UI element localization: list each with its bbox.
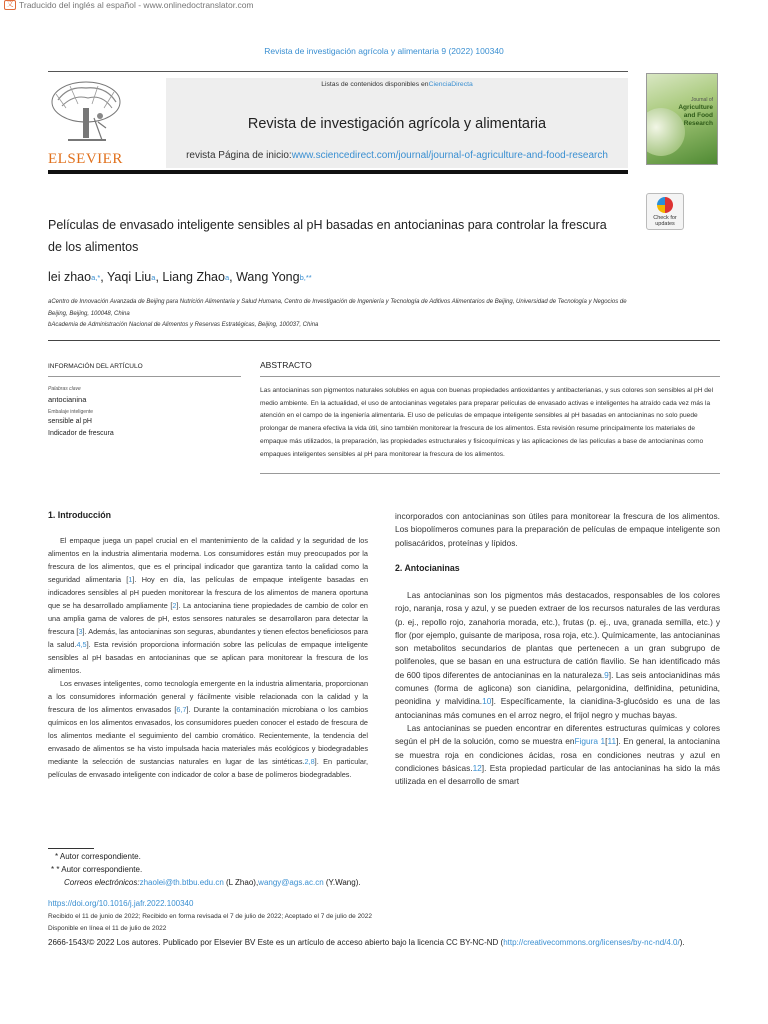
- author-list: lei zhao$^{a,*}$, Yaqi Liu$^a$, Liang Zhao$^a$, Wang Yong$^{b,**}$: [48, 270, 312, 284]
- paragraph: [395, 589, 720, 722]
- author-name[interactable]: Liang Zhao: [162, 270, 225, 284]
- homepage-link[interactable]: www.sciencedirect.com/journal/journal-of-agriculture-and-food-research: [291, 150, 608, 161]
- section-divider: [48, 340, 720, 341]
- paragraph-text: ]. Esta propiedad particular de las antocianinas ha sido la más utilizada en el desarrollo de smart: [395, 762, 720, 787]
- section-heading-anthocyanins: 2. Antocianinas: [395, 563, 460, 573]
- homepage-prefix: revista Página de inicio:: [186, 150, 292, 161]
- citation-link[interactable]: 6,7: [176, 705, 187, 714]
- paragraph-text: [: [605, 736, 608, 747]
- body-column-left: [48, 534, 368, 781]
- paragraph-text: ]. Hoy en día, las películas de empaque inteligente basadas en indicadores sensibles al pH pueden monitorear la frescura de los alimentos de manera oportuna que se ha desarrollado ampliamente [: [48, 575, 369, 610]
- author-affil-marker[interactable]: a: [151, 273, 156, 282]
- elsevier-tree-icon: [48, 78, 124, 148]
- abstract-bottom-divider: [260, 473, 720, 474]
- body-column-right: [395, 589, 720, 788]
- citation-link[interactable]: 11: [607, 736, 617, 747]
- citation-link[interactable]: 9: [604, 669, 609, 680]
- paragraph-text: ]. Específicamente, la cianidina-3-glucósido es una de las antocianinas más comunes en el arroz negro, el frijol negro y muchas bayas.: [395, 696, 720, 720]
- author-affil-marker[interactable]: a: [224, 273, 230, 282]
- email-label: Correos electrónicos:: [64, 878, 140, 887]
- paragraph-text: Los envases inteligentes, como tecnología emergente en la industria alimentaria, proporcionan a los consumidores información general y fácilmente visible relacionada con la calidad y la frescura de los alimentos envasados [: [48, 679, 368, 714]
- abstract-divider: [260, 376, 720, 377]
- footnote-corresponding-2: * * Autor correspondiente.: [51, 865, 143, 874]
- article-title: Películas de envasado inteligente sensibles al pH basadas en antocianinas para controlar la frescura de los alimentos: [48, 218, 607, 254]
- article-dates: Recibido el 11 de junio de 2022; Recibido en forma revisada el 7 de julio de 2022; Aceptado el 7 de julio de 2022: [48, 913, 373, 920]
- translator-banner-text: Traducido del inglés al español - www.onlinedoctranslator.com: [19, 0, 254, 10]
- author-name[interactable]: lei zhao: [48, 270, 92, 284]
- contents-prefix: Listas de contenidos disponibles en: [321, 81, 429, 88]
- check-for-updates-button[interactable]: [646, 193, 684, 230]
- footnote-emails: [64, 878, 361, 887]
- masthead: [48, 71, 628, 174]
- paragraph-text: ]. En general, la antocianina se muestra roja en condiciones ácidas, rosa en condiciones neutras y azul en condiciones básicas.: [395, 736, 720, 773]
- cover-line-4: Research: [683, 120, 713, 127]
- paragraph-text: ]. Esta revisión proporciona información sobre las películas de empaque inteligente sensibles al pH basadas en antocianinas que se aplican para monitorear la frescura de los alimentos.: [48, 640, 368, 675]
- translate-icon: 文: [4, 0, 16, 10]
- contents-line: [166, 81, 628, 88]
- translator-banner[interactable]: [4, 0, 254, 10]
- email-link[interactable]: wangy@ags.ac.cn: [258, 878, 324, 887]
- cover-line-3: and Food: [683, 112, 713, 119]
- abstract-heading: ABSTRACTO: [260, 360, 312, 370]
- license-link[interactable]: http://creativecommons.org/licenses/by-nc-nd/4.0/: [503, 938, 680, 947]
- citation-link[interactable]: 10: [482, 696, 492, 707]
- journal-cover[interactable]: [646, 73, 718, 165]
- masthead-panel: [166, 78, 628, 168]
- paragraph: [48, 677, 368, 781]
- article-info-heading: INFORMACIÓN DEL ARTÍCULO: [48, 363, 143, 370]
- license-statement: [48, 936, 720, 949]
- paragraph-text: El empaque juega un papel crucial en el mantenimiento de la calidad y la seguridad de los alimentos en la industria alimentaria moderna. Los consumidores están muy preocupados por la frescura de los alimentos, que es el principal indicador que garantiza tanto la calidad como la seguridad alimentaria [: [48, 536, 368, 584]
- figure-link[interactable]: Figura 1: [574, 736, 606, 747]
- cover-line-2: Agriculture: [678, 104, 713, 111]
- paragraph-text: Las antocianinas son los pigmentos más destacados, responsables de los colores rojo, naranja, rosa y azul, y se pueden extraer de los recursos naturales de las verduras (p. ej., repollo rojo, zanahoria morada, etc.), frutas (p. ej., uva, granada semilla, etc.) y flor (por ejemplo, guisante de mariposa, rosa roja, etc.). Químicamente, las antocianinas son metabolitos secundarios de plantas que pertenecen a un gran subgrupo de polifenoles, que se basan en una estructura de catión flavilio. Se han identificado más de 600 tipos diferentes de antocianinas en la naturaleza.: [395, 590, 720, 680]
- journal-title: Revista de investigación agrícola y alimentaria: [247, 116, 547, 132]
- check-updates-label: [647, 215, 683, 227]
- body-column-right-continuation: [395, 510, 720, 550]
- email-owner: (L Zhao),: [223, 878, 259, 887]
- paragraph: [395, 722, 720, 788]
- author-affil-marker[interactable]: a,*: [91, 273, 101, 282]
- paragraph-text: Las antocianinas se pueden encontrar en diferentes estructuras químicas y colores según el pH de la solución, como se muestra en: [395, 722, 720, 747]
- citation-link[interactable]: 2: [172, 601, 177, 610]
- keyword-item: Embalaje inteligente: [48, 409, 94, 415]
- abstract-text: Las antocianinas son pigmentos naturales solubles en agua con buenas propiedades antioxidantes y antibacterianas, y sus colores son sensibles al pH del medio ambiente. En la actualidad, el uso de antocianinas vegetales para preparar películas de envasado activas e inteligentes ha atraído cada vez más la atención en el campo de la ingeniería alimentaria. El uso de películas de empaque inteligente sensibles al pH basadas en antocianinas no solo puede prolongar de manera efectiva la vida útil, sino también monitorear la frescura de los alimentos. Esta revisión resume principalmente los materiales de empaque más utilizados, la preparación, las propiedades estructurales y fisicoquímicas y las aplicaciones de las películas a base de antocianinas como empaques inteligentes sensibles al pH para monitorear la frescura de los alimentos.: [260, 387, 714, 458]
- email-owner: (Y.Wang).: [323, 878, 361, 887]
- citation-link[interactable]: 2,8: [304, 757, 315, 766]
- citation-link[interactable]: 3: [78, 627, 83, 636]
- email-link[interactable]: zhaolei@th.btbu.edu.cn: [139, 878, 224, 887]
- paragraph-text: ]. En particular, películas de envasado inteligente con indicador de color a base de polímeros biodegradables.: [48, 757, 368, 779]
- cover-title: [678, 96, 713, 128]
- citation-link[interactable]: 12: [472, 762, 482, 773]
- paragraph-text: ]. Durante la contaminación microbiana o los cambios químicos en los alimentos envasados, los consumidores pueden conocer el estado de frescura de los alimentos mediante el seguimiento del cambio cromático. Recientemente, la tendencia del envasado de alimentos se ha visto impulsada hacia materiales más ecológicos y biodegradables mediante la selección de sustancias naturales en lugar de las sintéticas.: [48, 705, 368, 766]
- citation-link[interactable]: 4,5: [76, 640, 87, 649]
- citation-link[interactable]: 1: [128, 575, 133, 584]
- sciencedirect-link[interactable]: CienciaDirecta: [428, 81, 473, 88]
- check-updates-line-1: Check for: [653, 215, 677, 221]
- homepage-line: [166, 150, 628, 161]
- paragraph-text: ]. La antocianina tiene propiedades de cambio de color en una amplia gama de valores de pH, estos sensores naturales se desarrollaron para detectar la frescura [: [48, 601, 368, 636]
- keyword-item: Indicador de frescura: [48, 430, 114, 437]
- keywords-label: Palabras clave: [48, 386, 81, 392]
- paragraph: [48, 534, 368, 677]
- license-end: ).: [679, 938, 685, 947]
- doi-link[interactable]: https://doi.org/10.1016/j.jafr.2022.100340: [48, 899, 194, 908]
- article-info-divider: [48, 376, 241, 377]
- author-affil-marker[interactable]: b,**: [299, 273, 312, 282]
- check-updates-line-2: updates: [655, 221, 675, 227]
- paragraph: incorporados con antocianinas son útiles para monitorear la frescura de los alimentos. Los biopolímeros comunes para la preparación de películas de empaque inteligente son polisacáridos, proteínas y lípidos.: [395, 511, 720, 548]
- author-name[interactable]: Wang Yong: [236, 270, 300, 284]
- author-name[interactable]: Yaqi Liu: [107, 270, 152, 284]
- paragraph-text: ]. Las seis antocianidinas más comunes (forma de aglicona) son cianidina, pelargonidina, delfinidina, petunidina, peonidina y malvidina.: [395, 669, 721, 707]
- footnote-corresponding-1: * Autor correspondiente.: [55, 852, 141, 861]
- footnote-divider: [48, 848, 94, 849]
- license-text: 2666-1543/© 2022 Los autores. Publicado por Elsevier BV Este es un artículo de acceso abierto bajo la licencia CC BY-NC-ND (: [48, 938, 504, 947]
- elsevier-logo: [48, 78, 128, 170]
- paragraph-text: ]. Además, las antocianinas son seguras, abundantes y tienen efectos beneficiosos para la salud.: [48, 627, 368, 649]
- journal-reference[interactable]: Revista de investigación agrícola y alimentaria 9 (2022) 100340: [264, 46, 504, 56]
- keyword-item: sensible al pH: [48, 418, 92, 425]
- affiliation-a: aCentro de Innovación Avanzada de Beijing para Nutrición Alimentaria y Salud Humana, Centro de Investigación de Ingeniería y Tecnología de Aditivos Alimentarios de Beijing, Universidad de Tecnología y Negocios de Beijing, Beijing, 100048, China: [48, 299, 627, 317]
- section-heading-introduction: 1. Introducción: [48, 510, 112, 520]
- keyword-item: antocianina: [48, 395, 87, 404]
- online-date: Disponible en línea el 11 de julio de 2022: [48, 925, 167, 932]
- affiliation-b: bAcademia de Administración Nacional de Alimentos y Reservas Estratégicas, Beijing, 100037, China: [48, 322, 319, 328]
- elsevier-wordmark: ELSEVIER: [48, 151, 123, 167]
- cover-line-1: Journal of: [691, 97, 713, 103]
- check-updates-icon: [657, 197, 673, 213]
